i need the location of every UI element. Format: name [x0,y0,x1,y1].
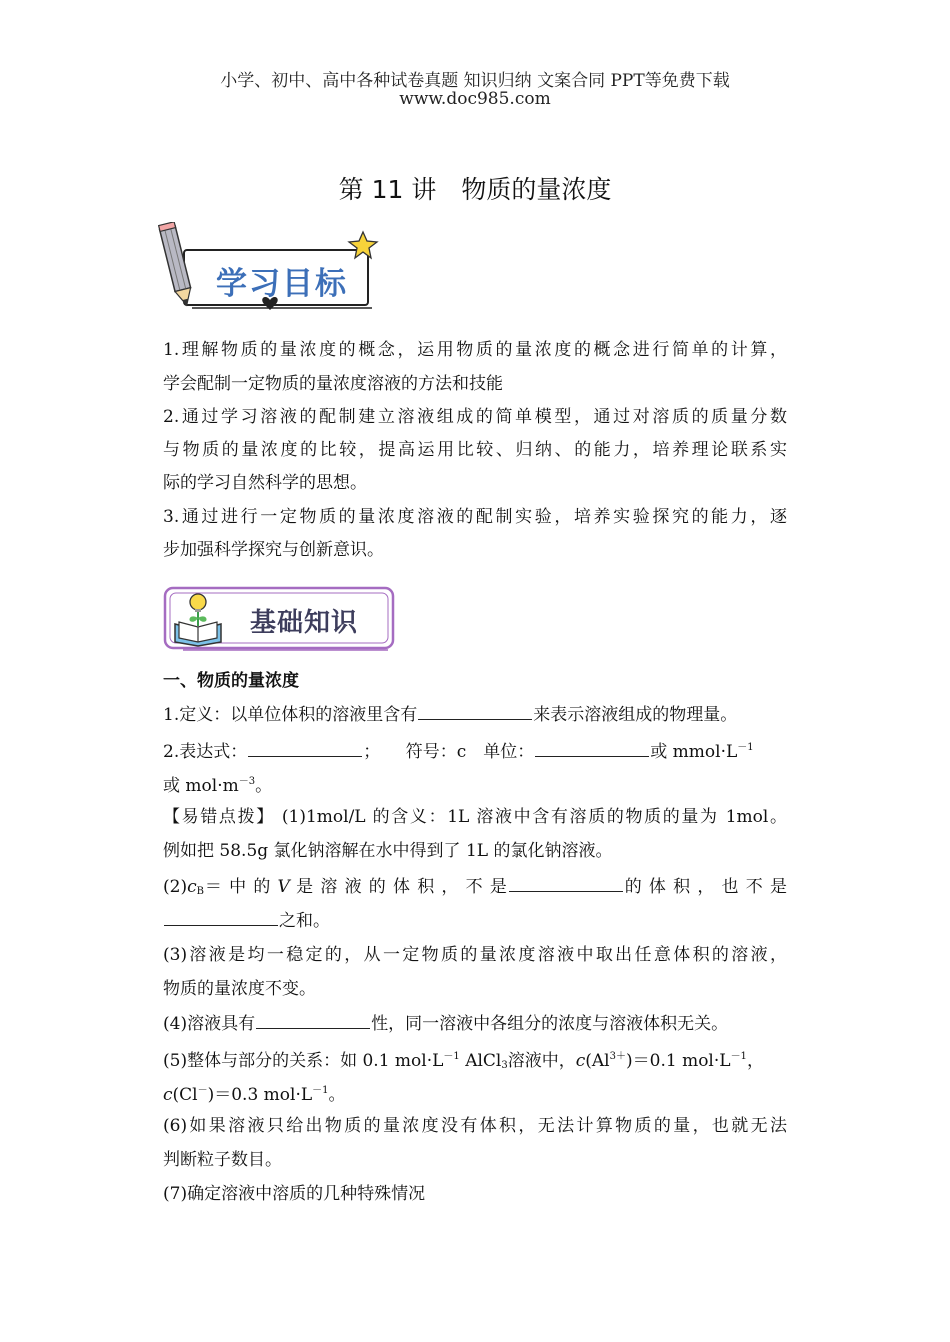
learning-goals-banner [158,222,383,322]
section-heading: 一、物质的量浓度 [163,671,299,691]
fill-blank [535,740,649,757]
fill-blank [418,703,532,720]
goal-1-line-2: 学会配制一定物质的量浓度溶液的方法和技能 [163,374,503,394]
point-2-line-1: $(2)c_B=$ 中 的 V 是 溶 液 的 体 积 ， 不 是 的 体 积 ， 也 不 是 [163,877,787,897]
goal-2-line-1: 2.通过学习溶液的配制建立溶液组成的简单模型，通过对溶质的质量分数 [163,407,787,427]
header-line1: 小学、初中、高中各种试卷真题 知识归纳 文案合同 PPT等免费下载 [220,71,730,91]
fill-blank [248,740,362,757]
fill-blank [256,1012,370,1029]
goal-3-line-1: 3.通过进行一定物质的量浓度溶液的配制实验，培养实验探究的能力，逐 [163,507,787,527]
point-6-line-2: 判断粒子数目。 [163,1150,282,1170]
point-5-line-2: c(Cl－)＝0.3 $mol\cdot L^{-1}$。 [163,1085,346,1105]
point-6-line-1: (6)如果溶液只给出物质的量浓度没有体积，无法计算物质的量，也就无法 [163,1116,787,1136]
book-lightbulb-icon [169,588,229,648]
definition-line: 1.定义：以单位体积的溶液里含有 来表示溶液组成的物理量。 [163,705,738,725]
point-7-line: (7)确定溶液中溶质的几种特殊情况 [163,1184,426,1204]
fill-blank [509,875,623,892]
basic-knowledge-label: 基础知识 [250,608,359,638]
header-line2: www.doc985.com [399,89,551,109]
goal-2-line-2: 与物质的量浓度的比较，提高运用比较、归纳、的能力，培养理论联系实 [163,440,787,460]
tip-line-2: 例如把 58.5g 氯化钠溶解在水中得到了 1L 的氯化钠溶液。 [163,841,613,861]
tip-line-1: 【易错点拨】 (1)1mol/L 的含义：1L 溶液中含有溶质的物质的量为 1mol。 [163,807,787,827]
learning-goals-label: 学习目标 [216,266,348,302]
point-4-line: (4)溶液具有 性，同一溶液中各组分的浓度与溶液体积无关。 [163,1014,729,1034]
point-2-line-2: 之和。 [163,909,330,932]
page-title: 第 11 讲 物质的量浓度 [338,175,612,204]
point-3-line-2: 物质的量浓度不变。 [163,979,316,999]
point-5-line-1: (5)整体与部分的关系：如 0.1 $mol\cdot L^{-1}$ AlCl$_3$溶液中，$c(Al^{3+})=0.1$ $mol\cdot L^{-1}$， [163,1051,764,1071]
goal-2-line-3: 际的学习自然科学的思想。 [163,473,367,493]
goal-3-line-2: 步加强科学探究与创新意识。 [163,540,384,560]
fill-blank [164,909,278,926]
point-3-line-1: (3)溶液是均一稳定的，从一定物质的量浓度溶液中取出任意体积的溶液， [163,945,787,965]
goal-1-line-1: 1.理解物质的量浓度的概念，运用物质的量浓度的概念进行简单的计算， [163,340,787,360]
basic-knowledge-banner [163,584,396,654]
expression-line-2: 或 $mol\cdot m^{-3}$。 [163,776,273,796]
expression-line: 2.表达式： ； 符号：c 单位： 或 $mmol\cdot L^{-1}$ [163,742,754,762]
